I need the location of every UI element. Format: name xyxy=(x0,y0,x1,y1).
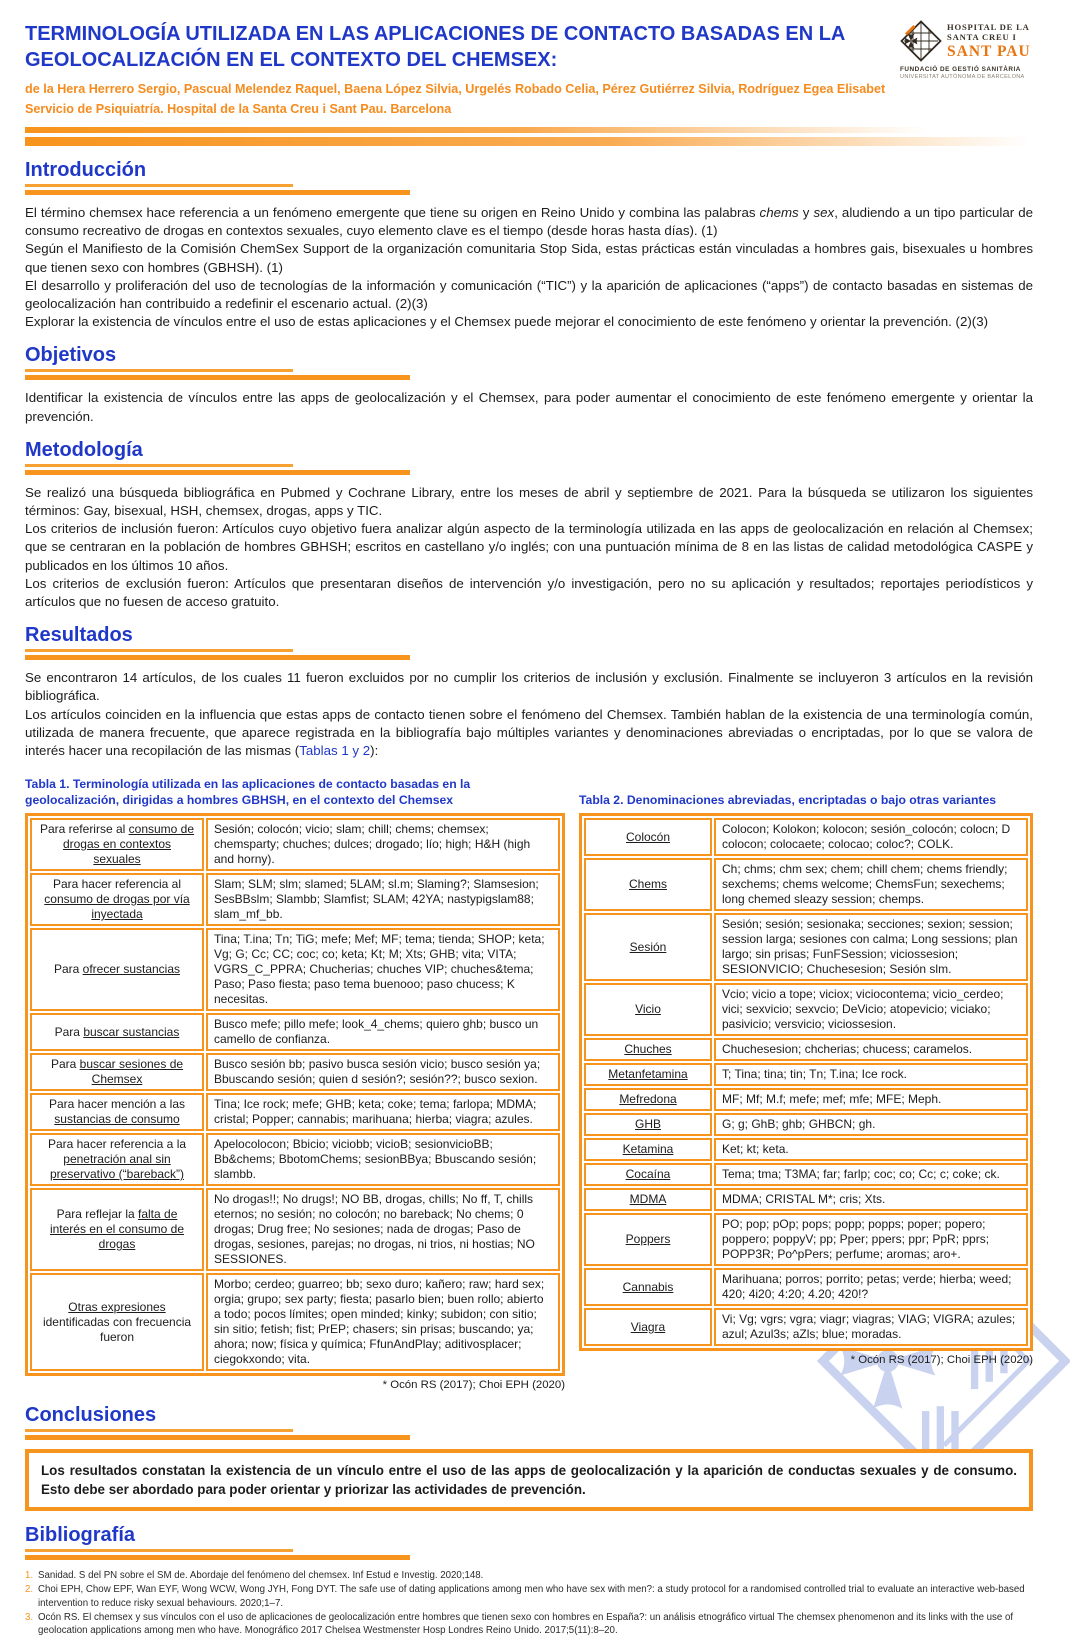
table-row xyxy=(30,1093,560,1131)
intro-p1-mid: y xyxy=(798,204,814,220)
list-item xyxy=(25,1611,1033,1638)
tabla1-term-6: Para hacer mención a las sustancias de consumo xyxy=(30,1093,204,1131)
tabla1-variants-3: Tina; T.ina; Tn; TiG; mefe; Mef; MF; tema; tienda; SHOP; keta; Vg; G; Cc; CC; coc; co; keta; Kt; M; Xts; GHB; vita; VITA; VGRS_C_PPRA; Chucherias; chuches VIP; chuches&tema; Paso; Paso fiesta; paso tema buenooo; paso chucess; K necesitas. xyxy=(206,928,560,1011)
tabla2-variants-10: Tema; tma; T3MA; far; farlp; coc; co; Cc; c; coke; ck. xyxy=(714,1163,1028,1186)
tabla2-term-7: Mefredona xyxy=(584,1088,712,1111)
heading-underline-thin xyxy=(25,649,293,652)
bib-text-3: Ocón RS. El chemsex y sus vínculos con el uso de aplicaciones de geolocalización entre hombres que tienen sexo con hombres en España?: un análisis etnográfico virtual The chemsex phenomenon and its links with the use of geolocation applications among men who have. Monográfico 2017 Chelsea Westmenster Hosp Londres Reino Unido. 2017;5(11):8–20. xyxy=(38,1611,1014,1637)
metodologia-paragraph-3: Los criterios de exclusión fueron: Artículos que presentaran diseños de intervención y/o investigación, pero no su aplicación y resultados; reportajes periodísticos y artículos que no fuesen de acceso gratuito. xyxy=(25,575,1033,609)
tabla1-term-4: Para buscar sustancias xyxy=(30,1013,204,1051)
tabla2-term-9: Ketamina xyxy=(584,1138,712,1161)
tabla1-term-8: Para reflejar la falta de interés en el consumo de drogas xyxy=(30,1188,204,1271)
tabla1-variants-5: Busco sesión bb; pasivo busca sesión vicio; busco sesión ya; Bbuscando sesión; quien d sesión?; sesión??; busco sexion. xyxy=(206,1053,560,1091)
bibliography-list xyxy=(25,1569,1033,1638)
bib-text-2: Choi EPH, Chow EPF, Wan EYF, Wong WCW, Wong JYH, Fong DYT. The safe use of dating applications among men who have sex with men?: a study protocol for a randomised controlled trial to evaluate an interactive web-based intervention to reduce risky sexual behaviours. 2020;1–7. xyxy=(38,1584,1025,1609)
tabla1-term-3: Para ofrecer sustancias xyxy=(30,928,204,1011)
tabla2-variants-4: Vcio; vicio a tope; viciox; viciocontema; vicio_cerdeo; vici; sexvicio; sexvcio; DeVicio; atopevicio; viciako; pasivicio; versvicio; viciossesion. xyxy=(714,983,1028,1036)
table-row xyxy=(584,1088,1028,1111)
tabla1-variants-7: Apelocolocon; Bbicio; viciobb; vicioB; sesionvicioBB; Bb&chems; BbotomChems; sesionBBya; Bbuscando sesión; slambb. xyxy=(206,1133,560,1186)
heading-underline-thick xyxy=(25,470,410,475)
table-row xyxy=(30,1188,560,1271)
tabla2-term-1: Colocón xyxy=(584,818,712,856)
tabla2-term-8: GHB xyxy=(584,1113,712,1136)
tabla2-term-6: Metanfetamina xyxy=(584,1063,712,1086)
tabla2-variants-2: Ch; chms; chm sex; chem; chill chem; chems friendly; sexchems; chems welcome; ChemsFun; sexechems; long chemed sleazy session; chemps. xyxy=(714,858,1028,911)
tabla2 xyxy=(579,813,1033,1351)
tabla2-variants-11: MDMA; CRISTAL M*; cris; Xts. xyxy=(714,1188,1028,1211)
heading-underline-thick xyxy=(25,655,410,660)
tabla1-variants-2: Slam; SLM; slm; slamed; 5LAM; sl.m; Slaming?; Slamsesion; SesBBslm; Slambb; Slamfist; SLAM; 42YA; nastypigslam88; slam_mf_bb. xyxy=(206,873,560,926)
intro-paragraph-4: Explorar la existencia de vínculos entre el uso de estas aplicaciones y el Chemsex puede mejorar el conocimiento de este fenómeno y orientar la prevención. (2)(3) xyxy=(25,314,989,330)
heading-underline-thick xyxy=(25,1435,410,1440)
table-row xyxy=(30,1133,560,1186)
tabla2-variants-3: Sesión; sesión; sesionaka; secciones; sexion; session; session larga; sesiones con calma; Long sessions; plan largo; sin prisas; FunFSession; viciossesion; SESIONVICIO; Chuchesesion; Sesión slm. xyxy=(714,913,1028,981)
header xyxy=(25,22,1033,146)
heading-underline-thick xyxy=(25,190,410,195)
tabla1-variants-1: Sesión; colocón; vicio; slam; chill; chems; chemsex; chemsparty; chuches; dulces; drogado; lío; high; H&H (high and horny). xyxy=(206,818,560,871)
heading-underline-thin xyxy=(25,1429,293,1432)
section-heading: Resultados xyxy=(25,624,133,647)
hospital-logo xyxy=(900,20,1038,80)
tabla1-footnote: * Ocón RS (2017); Choi EPH (2020) xyxy=(382,1379,565,1392)
tabla2-variants-12: PO; pop; pOp; pops; popp; popps; poper; popero; poppero; poppyV; pp; Pper; ppers; ppr; PpR; pprs; POPP3R; Po^pPers; perfume; aromas; aro+. xyxy=(714,1213,1028,1266)
tabla1-variants-4: Busco mefe; pillo mefe; look_4_chems; quiero ghb; busco un camello de confianza. xyxy=(206,1013,560,1051)
table-row xyxy=(30,1273,560,1371)
section-resultados xyxy=(25,624,1033,1391)
section-introduccion xyxy=(25,159,1033,331)
tabla2-term-10: Cocaína xyxy=(584,1163,712,1186)
tabla2-variants-13: Marihuana; porros; porrito; petas; verde; hierba; weed; 420; 4i20; 4:20; 4.20; 420!? xyxy=(714,1268,1028,1306)
table-row xyxy=(584,858,1028,911)
tabla2-caption: Tabla 2. Denominaciones abreviadas, encriptadas o bajo otras variantes xyxy=(579,793,997,808)
header-gradient-bar-thick xyxy=(25,137,1030,146)
table-row xyxy=(584,818,1028,856)
bib-number-1: 1. xyxy=(25,1570,34,1582)
tabla2-term-4: Vicio xyxy=(584,983,712,1036)
tabla2-term-11: MDMA xyxy=(584,1188,712,1211)
objetivos-paragraph: Identificar la existencia de vínculos entre las apps de geolocalización y el Chemsex, para poder aumentar el conocimiento de este fenómeno emergente y orientar la prevención. xyxy=(25,390,1033,424)
table-row xyxy=(584,913,1028,981)
table-row xyxy=(584,983,1028,1036)
logo-line3: SANT PAU xyxy=(947,42,1031,60)
tabla2-variants-14: Vi; Vg; vgrs; vgra; viagr; viagras; VIAG; VIGRA; azules; azul; Azul3s; aZls; blue; moradas. xyxy=(714,1308,1028,1346)
tables-region xyxy=(25,770,1033,1391)
tabla2-variants-6: T; Tina; tina; tin; Tn; T.ina; Ice rock. xyxy=(714,1063,1028,1086)
tabla1-caption: Tabla 1. Terminología utilizada en las aplicaciones de contacto basadas en la geolocalización, dirigidas a hombres GBHSH, en el contexto del Chemsex xyxy=(25,776,471,808)
list-item xyxy=(25,1583,1033,1611)
table-row xyxy=(584,1188,1028,1211)
hospital-logo-text xyxy=(947,20,1031,60)
section-conclusiones xyxy=(25,1404,1033,1511)
tabla1-term-2: Para hacer referencia al consumo de drogas por vía inyectada xyxy=(30,873,204,926)
list-item xyxy=(25,1569,1033,1583)
table-row xyxy=(30,1013,560,1051)
conclusions-box: Los resultados constatan la existencia de un vínculo entre el uso de las apps de geolocalización y la aparición de conductas sexuales y de consumo. Esto debe ser abordado para poder orientar y priorizar las actividades de prevención. xyxy=(25,1449,1033,1511)
intro-paragraph-1 xyxy=(25,204,1033,240)
table-row xyxy=(584,1038,1028,1061)
section-bibliografia xyxy=(25,1524,1033,1638)
metodologia-paragraph-1: Se realizó una búsqueda bibliográfica en Pubmed y Cochrane Library, entre los meses de abril y septiembre de 2021. Para la búsqueda se utilizaron los siguientes términos: Gay, bisexual, HSH, chemsex, drogas, apps y TIC. xyxy=(25,484,1033,518)
resultados-p2-end: ): xyxy=(370,742,379,758)
heading-underline-thick xyxy=(25,375,410,380)
intro-p1-end: , aludiendo a un tipo particular de consumo recreativo de drogas en contextos sexuales, cuyo elemento clave es el tiempo (desde horas hasta días). (1) xyxy=(25,204,1033,239)
section-heading: Introducción xyxy=(25,158,147,181)
table-row xyxy=(584,1138,1028,1161)
tabla2-term-5: Chuches xyxy=(584,1038,712,1061)
tabla2-term-13: Cannabis xyxy=(584,1268,712,1306)
intro-paragraph-3: El desarrollo y proliferación del uso de tecnologías de la información y comunicación (“TIC”) y la aparición de aplicaciones (“apps”) de contacto basadas en sistemas de geolocalización han contribuido a redefinir el escenario actual. (2)(3) xyxy=(25,277,1033,311)
logo-line2: SANTA CREU I xyxy=(947,31,1017,42)
tabla1-term-5: Para buscar sesiones de Chemsex xyxy=(30,1053,204,1091)
table-row xyxy=(584,1268,1028,1306)
tabla1-variants-6: Tina; Ice rock; mefe; GHB; keta; coke; tema; farlopa; MDMA; cristal; Popper; cannabis; marihuana; hierba; viagra; azules. xyxy=(206,1093,560,1131)
intro-paragraph-2: Según el Manifiesto de la Comisión ChemSex Support de la organización comunitaria Stop Sida, estas prácticas están vinculadas a hombres gais, bisexuales u hombres que tienen sexo con hombres (GBHSH). (1) xyxy=(25,241,1033,275)
authors-line: de la Hera Herrero Sergio, Pascual Melendez Raquel, Baena López Silvia, Urgelés Robado Celia, Pérez Gutiérrez Silvia, Rodríguez Egea Elisabet xyxy=(25,82,886,97)
table-row xyxy=(584,1163,1028,1186)
tabla1-column xyxy=(25,770,565,1391)
section-heading: Metodología xyxy=(25,438,143,461)
page-title: TERMINOLOGÍA UTILIZADA EN LAS APLICACIONES DE CONTACTO BASADAS EN LA GEOLOCALIZACIÓN EN EL CONTEXTO DEL CHEMSEX: xyxy=(25,23,845,71)
intro-italic-chems: chems xyxy=(759,204,799,220)
hospital-emblem-icon xyxy=(900,20,942,62)
tabla2-variants-7: MF; Mf; M.f; mefe; mef; mfe; MFE; Meph. xyxy=(714,1088,1028,1111)
tabla2-footnote: * Ocón RS (2017); Choi EPH (2020) xyxy=(850,1354,1033,1367)
tabla1 xyxy=(25,813,565,1376)
tabla2-variants-8: G; g; GhB; ghb; GHBCN; gh. xyxy=(714,1113,1028,1136)
section-metodologia xyxy=(25,439,1033,611)
table-row xyxy=(30,818,560,871)
bib-text-1: Sanidad. S del PN sobre el SM de. Abordaje del fenómeno del chemsex. Inf Estud e Investig. 2020;148. xyxy=(38,1570,484,1582)
table-row xyxy=(584,1063,1028,1086)
resultados-p2-text: Los artículos coinciden en la influencia que estas apps de contacto tienen sobre el fenómeno del Chemsex. También hablan de la existencia de una terminología común, utilizada de manera frecuente, que aparece registrada en la bibliografía bajo múltiples variantes y denominaciones abreviadas o encriptadas, por lo que se valora de interés hacer una recopilación de las mismas ( xyxy=(25,706,1033,758)
logo-line4: FUNDACIÓ DE GESTIÓ SANITÀRIA xyxy=(900,66,1021,73)
table-row xyxy=(30,1053,560,1091)
table-row xyxy=(584,1213,1028,1266)
section-objetivos xyxy=(25,344,1033,425)
tabla2-term-12: Poppers xyxy=(584,1213,712,1266)
section-heading: Objetivos xyxy=(25,344,117,367)
tabla1-term-9: Otras expresiones identificadas con frecuencia fueron xyxy=(30,1273,204,1371)
tabla1-variants-9: Morbo; cerdeo; guarreo; bb; sexo duro; kañero; raw; hard sex; orgia; grupo; sex party; fiesta; pasarlo bien; buen rollo; abierto a todo; pocos límites; open minded; kinky; subidon; con sitio; sin sitio; fetish; fist; PrEP; chasers; sin prisas; buscando; ya; ahora; now; física y química; FfunAndPlay; aditivosplacer; ciegokxondo; vita. xyxy=(206,1273,560,1371)
section-heading: Conclusiones xyxy=(25,1404,157,1427)
tabla1-term-1: Para referirse al consumo de drogas en contextos sexuales xyxy=(30,818,204,871)
logo-line1: HOSPITAL DE LA xyxy=(947,22,1030,32)
heading-underline-thin xyxy=(25,184,293,187)
tabla2-variants-5: Chuchesesion; chcherias; chucess; caramelos. xyxy=(714,1038,1028,1061)
heading-underline-thick xyxy=(25,1555,410,1560)
tabla2-term-2: Chems xyxy=(584,858,712,911)
table-row xyxy=(30,873,560,926)
heading-underline-thin xyxy=(25,464,293,467)
heading-underline-thin xyxy=(25,369,293,372)
bib-number-3: 3. xyxy=(25,1611,34,1623)
tabla1-variants-8: No drogas!!; No drugs!; NO BB, drogas, chills; No ff, T, chills eternos; no sesión; no colocón; no bareback; No chems; 0 drogas; Drug free; No sesiones; nada de drogas; Paso de drogas, sesiones, parejas; no drogas, ni trios, ni hostias; NO SESSIONES. xyxy=(206,1188,560,1271)
logo-line5: UNIVERSITAT AUTÒNOMA DE BARCELONA xyxy=(900,74,1025,80)
tabla2-variants-1: Colocon; Kolokon; kolocon; sesión_colocón; colocn; D colocon; colocaete; colocao; coloc?; COLK. xyxy=(714,818,1028,856)
tabla2-term-3: Sesión xyxy=(584,913,712,981)
bib-number-2: 2. xyxy=(25,1584,34,1595)
tabla1-term-7: Para hacer referencia a la penetración anal sin preservativo (“bareback”) xyxy=(30,1133,204,1186)
heading-underline-thin xyxy=(25,1549,293,1552)
intro-italic-sex: sex xyxy=(813,204,835,220)
resultados-paragraph-1: Se encontraron 14 artículos, de los cuales 11 fueron excluidos por no cumplir los criterios de inclusión y exclusión. Finalmente se incluyeron 3 artículos en la revisión bibliográfica. xyxy=(25,670,1033,704)
intro-p1-text: El término chemsex hace referencia a un fenómeno emergente que tiene su origen en Reino Unido y combina las palabras xyxy=(25,204,760,220)
tabla2-variants-9: Ket; kt; keta. xyxy=(714,1138,1028,1161)
resultados-paragraph-2 xyxy=(25,706,1033,761)
tables-reference: Tablas 1 y 2 xyxy=(299,742,371,758)
table-row xyxy=(584,1113,1028,1136)
table-row xyxy=(584,1308,1028,1346)
section-heading: Bibliografía xyxy=(25,1524,136,1547)
header-gradient-bar-thin xyxy=(25,127,928,133)
metodologia-paragraph-2: Los criterios de inclusión fueron: Artículos cuyo objetivo fuera analizar algún aspecto de la terminología utilizada en las apps de geolocalización en relación al Chemsex; que se centraran en la población de hombres GBHSH; escritos en castellano y/o inglés; con una puntuación mínima de 8 en las listas de calidad metodológica CASPE y publicados en los últimos 10 años. xyxy=(25,521,1033,573)
table-row xyxy=(30,928,560,1011)
tabla2-column xyxy=(579,770,1033,1366)
tabla2-term-14: Viagra xyxy=(584,1308,712,1346)
affiliation-line: Servicio de Psiquiatría. Hospital de la Santa Creu i Sant Pau. Barcelona xyxy=(25,101,452,116)
